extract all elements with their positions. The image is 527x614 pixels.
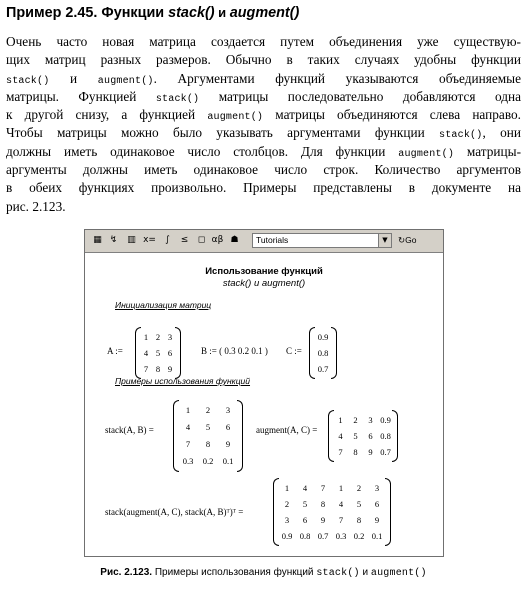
matrix-cell: 3: [374, 483, 380, 493]
section-init: Инициализация матриц: [115, 300, 212, 310]
matrix-cell: 7: [143, 364, 149, 374]
matrix-cell: 8: [353, 447, 358, 457]
paragraph-line: [6, 198, 521, 216]
matrix-cell: 4: [143, 348, 149, 358]
matrix-cell: 0.3: [335, 531, 347, 541]
paragraph-line: [6, 106, 521, 124]
text-run: аргументы должны иметь одинаковое число строк. Количество аргументов: [6, 162, 521, 178]
paragraph-line: [6, 51, 521, 69]
greek-icon[interactable]: αβ: [211, 235, 224, 245]
paragraph-line-text: [6, 179, 521, 197]
caption-label: Рис. 2.123.: [100, 567, 153, 578]
matrix-a: [135, 327, 181, 379]
heading-augment: augment(): [229, 5, 300, 21]
matrix-cell: 3: [368, 415, 373, 425]
matrix-cell: 0.7: [317, 531, 329, 541]
matrix-cell: 5: [205, 422, 211, 432]
text-run: . Аргументами функций указываются объединяемые: [153, 70, 521, 86]
matrix-cell: 0.2: [202, 456, 214, 466]
boolean-icon[interactable]: ≤: [180, 235, 189, 245]
go-button[interactable]: [398, 234, 416, 247]
paragraph-line: [6, 33, 521, 51]
matrix-cell: 7: [338, 447, 343, 457]
matrix-cell: 6: [225, 422, 231, 432]
example-heading: [6, 4, 521, 22]
text-run: матрицы-: [454, 143, 521, 159]
go-icon: ↻: [398, 235, 406, 245]
matrix-cell: 9: [225, 439, 231, 449]
matrix-cell: 9: [368, 447, 373, 457]
matrix-b-definition: B := ( 0.3 0.2 0.1 ): [201, 346, 268, 356]
matrix-cell: 0.9: [317, 332, 329, 342]
matrix-cell: 9: [167, 364, 173, 374]
programming-icon[interactable]: ◻: [197, 235, 206, 245]
go-label: Go: [405, 235, 417, 245]
matrix-cell: 0.1: [222, 456, 234, 466]
heading-stack: stack(): [168, 5, 215, 21]
text-run: матрицы объединяются слева направо.: [263, 107, 521, 123]
matrix-cell: 8: [356, 515, 362, 525]
paragraph-line-text: [6, 51, 521, 69]
stack-result-matrix: [173, 400, 243, 472]
augment-result-matrix: [328, 410, 398, 462]
caption-stack: stack(): [316, 568, 360, 579]
text-run: должны иметь одинаковое число столбцов. Для функции: [6, 143, 399, 159]
matrix-cell: 1: [338, 483, 344, 493]
matrix-cell: 5: [155, 348, 161, 358]
worksheet-subtitle: stack() и augment(): [222, 278, 306, 289]
matrix-cell: 0.1: [371, 531, 383, 541]
paragraph-line: [6, 124, 521, 142]
caption-augment: augment(): [370, 568, 427, 579]
matrix-cell: 0.9: [380, 415, 391, 425]
matrix-cell: 8: [320, 499, 326, 509]
matrix-cell: 6: [302, 515, 308, 525]
combined-label: stack(augment(A, C), stack(A, B)ᵀ)ᵀ =: [105, 507, 244, 517]
augment-label: augment(A, C) =: [256, 425, 318, 435]
matrix-cell: 4: [302, 483, 308, 493]
matrix-cell: 5: [353, 431, 358, 441]
paragraph-line-text: [6, 161, 521, 179]
paragraph-line: [6, 88, 521, 106]
matrix-cell: 2: [353, 415, 358, 425]
matrix-cell: 0.8: [299, 531, 311, 541]
mathcad-toolbar: [85, 230, 443, 253]
matrix-cell: 0.9: [281, 531, 293, 541]
matrix-cell: 6: [368, 431, 373, 441]
evaluation-icon[interactable]: x=: [143, 235, 156, 245]
matrix-cell: 8: [205, 439, 211, 449]
graph-icon[interactable]: ↯: [109, 235, 118, 245]
text-run: Очень часто новая матрица создается путем объединения уже существую-: [6, 34, 521, 49]
matrix-cell: 1: [185, 405, 191, 415]
matrix-cell: 2: [155, 332, 161, 342]
worksheet: [85, 252, 443, 556]
matrix-c-label: C :=: [286, 346, 302, 356]
text-run: в обеих функциях произвольно. Примеры представлены в документе на: [6, 180, 521, 196]
worksheet-title: Использование функций: [205, 266, 323, 277]
matrix-cell: 0.3: [182, 456, 194, 466]
matrix-cell: 3: [225, 405, 231, 415]
matrix-cell: 0.7: [317, 364, 329, 374]
text-run: рис. 2.123.: [6, 198, 66, 214]
stack-label: stack(A, B) =: [105, 425, 154, 435]
matrix-cell: 1: [338, 415, 343, 425]
figure-caption: [0, 567, 527, 579]
matrix-cell: 2: [284, 499, 290, 509]
body-paragraph: [6, 33, 521, 216]
paragraph-line: [6, 70, 521, 88]
paragraph-line-text: [6, 198, 521, 216]
text-run: , они: [482, 125, 521, 141]
tutorials-combo-value: Tutorials: [256, 235, 289, 245]
paragraph-line: [6, 161, 521, 179]
matrix-a-label: A :=: [107, 346, 123, 356]
matrix-cell: 1: [143, 332, 149, 342]
text-run: к другой снизу, а функцией: [6, 107, 208, 123]
matrix-cell: 5: [356, 499, 362, 509]
paragraph-line-text: [6, 33, 521, 51]
inline-code: augment(): [207, 112, 264, 124]
matrix-cell: 3: [167, 332, 173, 342]
chevron-down-icon[interactable]: ▼: [378, 234, 391, 247]
combined-result-matrix: [273, 478, 391, 546]
matrix-cell: 9: [320, 515, 326, 525]
matrix-cell: 4: [185, 422, 191, 432]
text-run: щих матриц разных размеров. Обычно в таких случаях удобны функции: [6, 52, 521, 68]
matrix-cell: 6: [167, 348, 173, 358]
matrix-cell: 0.2: [353, 531, 365, 541]
matrix-cell: 4: [338, 431, 343, 441]
matrix-cell: 0.7: [380, 447, 391, 457]
matrix-cell: 3: [284, 515, 290, 525]
text-run: матрицы. Функцией: [6, 88, 156, 104]
matrix-cell: 7: [338, 515, 344, 525]
inline-code: stack(): [439, 130, 483, 142]
matrix-cell: 1: [284, 483, 290, 493]
paragraph-line: [6, 143, 521, 161]
text-run: матрицы последовательно добавляются одна: [199, 88, 522, 104]
text-run: и: [49, 70, 98, 86]
matrix-cell: 5: [302, 499, 308, 509]
matrix-c: [309, 327, 337, 379]
inline-code: stack(): [6, 75, 50, 87]
matrix-cell: 0.8: [317, 348, 329, 358]
matrix-cell: 4: [338, 499, 344, 509]
matrix-cell: 7: [185, 439, 191, 449]
calculator-icon[interactable]: ▦: [93, 235, 102, 245]
matrix-icon[interactable]: ▥: [127, 235, 136, 245]
matrix-cell: 2: [205, 405, 211, 415]
matrix-cell: 7: [320, 483, 326, 493]
section-examples: Примеры использования функций: [115, 376, 251, 386]
paragraph-line: [6, 179, 521, 197]
matrix-cell: 8: [155, 364, 161, 374]
symbolic-icon[interactable]: ☗: [230, 235, 239, 245]
caption-text: Примеры использования функций: [152, 567, 317, 578]
matrix-cell: 0.8: [380, 431, 391, 441]
inline-code: stack(): [155, 93, 200, 105]
inline-code: augment(): [97, 75, 154, 87]
matrix-cell: 9: [374, 515, 380, 525]
caption-conj: и: [359, 567, 371, 578]
matrix-cell: 6: [374, 499, 380, 509]
inline-code: augment(): [398, 148, 455, 160]
heading-conj: и: [214, 5, 230, 20]
heading-prefix: Пример 2.45. Функции: [6, 5, 169, 21]
text-run: Чтобы матрицы можно было указывать аргументами функции: [6, 125, 440, 141]
calculus-icon[interactable]: ∫: [165, 235, 170, 245]
tutorials-combo[interactable]: [252, 233, 392, 248]
matrix-cell: 2: [356, 483, 362, 493]
mathcad-window: [84, 229, 444, 557]
